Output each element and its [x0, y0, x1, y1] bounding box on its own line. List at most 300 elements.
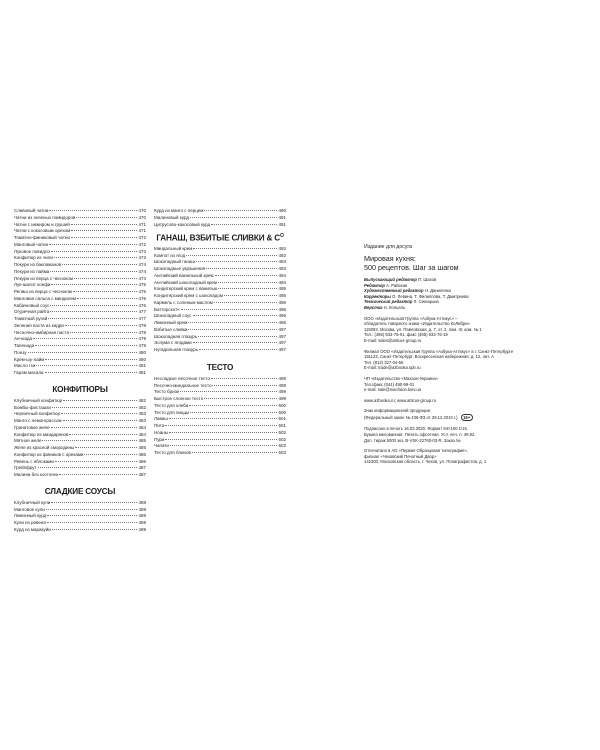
toc-entry-leader	[169, 432, 278, 433]
toc-entry-title: Конфитюр из мандаринов	[14, 431, 69, 437]
toc-entry	[154, 313, 286, 320]
toc-entry	[154, 347, 286, 354]
toc-entry-leader	[218, 282, 277, 283]
toc-entry-leader	[49, 210, 137, 211]
credit-role: Корректоры	[364, 293, 391, 299]
toc-entry	[14, 296, 146, 303]
toc-entry-page: 479	[138, 336, 146, 342]
credit-name: Н. Даниленко	[424, 288, 452, 294]
toc-entry-page: 470	[138, 214, 146, 220]
toc-entry-title: Ноаны	[154, 429, 168, 435]
ukraine-line: e-mail: sale@machaon.kiev.ua	[364, 387, 422, 393]
toc-entry-leader	[76, 217, 137, 218]
toc-entry	[14, 208, 146, 215]
toc-entry-page: 489	[138, 513, 146, 519]
toc-entry-leader	[42, 440, 137, 441]
toc-entry	[14, 452, 146, 459]
credit-name: П. Шахов	[418, 277, 437, 282]
toc-entry	[154, 266, 286, 273]
print-line: Подписано в печать 16.03.2020. Формат 84×100 1/16.	[364, 426, 468, 432]
toc-entry-page: 484	[138, 424, 146, 430]
toc-column-2	[154, 208, 286, 457]
toc-entry-page: 502	[278, 443, 286, 449]
toc-entry-page: 497	[278, 333, 286, 339]
print-details-block	[364, 426, 586, 443]
toc-entry-page: 489	[138, 526, 146, 532]
toc-entry	[154, 222, 286, 229]
toc-entry	[14, 370, 146, 377]
toc-entry-page: 498	[278, 375, 286, 381]
toc-entry-leader	[33, 338, 138, 339]
toc-entry	[14, 336, 146, 343]
publisher-block	[364, 316, 586, 344]
toc-entry-leader	[65, 325, 138, 326]
toc-entry-title: Тесто для хлеба	[154, 402, 189, 408]
toc-entry	[154, 410, 286, 417]
toc-entry-leader	[75, 447, 137, 448]
toc-entry-title: Эспума с ягодами	[154, 340, 192, 346]
toc-entry	[154, 340, 286, 347]
toc-entry-leader	[69, 434, 137, 435]
toc-entry-leader	[211, 224, 277, 225]
toc-entry-leader	[215, 275, 278, 276]
toc-entry-title: Пекури из перца с чесноком	[14, 275, 74, 281]
credits-block	[364, 277, 586, 311]
toc-entry-title: Пекури из баклажанов	[14, 262, 62, 267]
printer-line: 142300, Московская область, г. Чехов, ул. Полиграфистов, д. 1	[364, 459, 487, 465]
toc-entry-title: Конфитюр из фиников с орехами	[14, 451, 84, 457]
toc-entry-title: Понзу	[14, 349, 27, 355]
toc-group-confitures	[14, 398, 146, 479]
toc-entry	[154, 403, 286, 410]
toc-group-chutneys	[14, 208, 146, 377]
toc-entry	[14, 520, 146, 527]
toc-entry-leader	[51, 427, 138, 428]
toc-entry	[14, 330, 146, 337]
publisher-line: обладатель товарного знака «Издательство КоЛибри»	[364, 321, 470, 327]
toc-entry-page: 496	[278, 320, 286, 326]
toc-entry-page: 501	[278, 416, 286, 422]
toc-entry	[14, 309, 146, 316]
toc-entry	[154, 293, 286, 300]
toc-entry	[14, 513, 146, 520]
toc-entry	[14, 411, 146, 418]
toc-entry-page: 486	[138, 458, 146, 464]
toc-entry-page: 494	[278, 279, 286, 285]
toc-entry-title: Конфитюр из чили	[14, 255, 53, 261]
toc-entry-leader	[63, 420, 138, 421]
toc-entry-page: 490	[278, 208, 286, 213]
toc-entry-leader	[70, 332, 137, 333]
toc-entry-leader	[50, 311, 137, 312]
toc-entry-page: 500	[278, 402, 286, 408]
print-line: Бумага мелованная. Печать офсетная. Усл. печ. л. 49,92.	[364, 432, 476, 438]
publisher-line: Тел.: (495) 933-76-01, факс (495) 933-76-19	[364, 332, 448, 338]
toc-entry-leader	[204, 398, 277, 399]
toc-entry	[14, 432, 146, 439]
toc-entry	[154, 334, 286, 341]
toc-entry-page: 484	[138, 431, 146, 437]
section-title-ganache	[154, 233, 286, 243]
toc-entry-title: Крем-шу-лайм	[14, 356, 45, 362]
toc-entry-page: 497	[278, 347, 286, 353]
toc-entry-leader	[218, 288, 277, 289]
toc-entry-title: Лаваш	[154, 416, 168, 422]
toc-entry-page: 501	[278, 423, 286, 429]
toc-entry-title: Томатно-финиковый чатни	[14, 235, 70, 240]
credit-name: А. Райская	[386, 282, 408, 288]
toc-entry-title: Компот из ягод	[154, 252, 186, 258]
toc-entry-title: Чатни с кокосовым орехом	[14, 228, 71, 234]
toc-entry	[14, 235, 146, 242]
toc-entry	[14, 303, 146, 310]
toc-entry	[14, 262, 146, 269]
toc-entry-leader	[77, 298, 137, 299]
toc-entry-page: 492	[278, 252, 286, 258]
toc-entry-leader	[165, 439, 277, 440]
toc-entry-page: 478	[138, 329, 146, 335]
toc-entry-title: Курд из манго с перцем	[154, 208, 204, 213]
toc-entry-page: 471	[138, 228, 146, 234]
toc-entry-page: 478	[138, 322, 146, 328]
toc-entry-page: 476	[138, 295, 146, 301]
toc-entry-page: 482	[138, 404, 146, 410]
toc-entry-title: Релиш из перца с чесноком	[14, 289, 72, 294]
toc-entry-title: Несладкое песочное тесто	[154, 375, 211, 381]
credit-role: Художественный редактор	[364, 288, 424, 294]
toc-entry	[154, 383, 286, 390]
ukraine-line: ЧП «Издательство «Махаон-Украина»	[364, 375, 439, 381]
toc-entry-title: Песочно-миндальное тесто	[154, 382, 212, 388]
toc-entry-title: Шоколадный соус	[154, 313, 192, 319]
toc-entry-title: Чапати	[154, 443, 169, 449]
toc-entry-leader	[190, 217, 277, 218]
toc-entry	[14, 282, 146, 289]
toc-entry-title: Тесто для пиццы	[154, 409, 190, 415]
toc-entry-page: 473	[138, 255, 146, 261]
age-rating-badge: 16+	[461, 414, 473, 422]
toc-entry-title: Кули из ревеня	[14, 520, 46, 525]
toc-entry	[14, 438, 146, 445]
toc-entry-leader	[170, 445, 278, 446]
toc-entry-title: Клубничный конфитюр	[14, 397, 63, 403]
toc-entry-page: 472	[138, 241, 146, 247]
toc-entry-page: 483	[138, 411, 146, 417]
toc-entry	[14, 242, 146, 249]
toc-entry	[14, 357, 146, 364]
publisher-line: 115093, Москва, ул. Павловская, д. 7, эт. 2, пом. III, ком. № 1	[364, 326, 482, 332]
toc-entry-page: 498	[278, 382, 286, 388]
info-sign-block	[364, 408, 586, 421]
toc-entry-leader	[61, 413, 137, 414]
print-line: Доп. тираж 5000 экз. В-VSK-22760-03-R. Заказ №	[364, 437, 461, 443]
toc-entry	[154, 280, 286, 287]
toc-entry-page: 485	[138, 445, 146, 450]
toc-entry	[154, 215, 286, 222]
toc-entry-leader	[193, 248, 277, 249]
toc-entry-page: 477	[138, 316, 146, 321]
toc-entry	[14, 500, 146, 507]
toc-entry	[14, 418, 146, 425]
imprint-column	[364, 208, 586, 465]
toc-entry-leader	[196, 261, 278, 262]
toc-entry-page: 487	[138, 465, 146, 471]
toc-entry-title: Чатни из зеленых помидоров	[14, 214, 76, 220]
section-title-ganache-sup: О	[279, 233, 284, 240]
section-title-ganache-text: ГАНАШ, ВЗБИТЫЕ СЛИВКИ & С	[156, 233, 280, 243]
toc-entry-leader	[36, 365, 137, 366]
toc-entry-leader	[54, 257, 138, 258]
toc-entry-title: Луковое повидло	[14, 248, 51, 254]
toc-entry-page: 474	[138, 268, 146, 274]
toc-entry-page: 487	[138, 472, 146, 477]
toc-group-curds	[154, 208, 286, 228]
credit-name: О. Левина, Т. Филиппова, Т. Дмитриева	[392, 293, 469, 299]
toc-entry-leader	[73, 291, 138, 292]
toc-entry-leader	[192, 452, 278, 453]
toc-entry-leader	[190, 412, 277, 413]
toc-entry-page: 502	[278, 429, 286, 435]
toc-entry-page: 492	[278, 245, 286, 251]
toc-entry-title: Тесто бризе	[154, 389, 180, 395]
toc-group-dough	[154, 376, 286, 457]
printer-line: Отпечатано в АО «Первая Образцовая типография»,	[364, 448, 468, 454]
toc-entry-leader	[59, 474, 138, 475]
spb-line: 191123, Санкт-Петербург, Воскресенская набережная, д. 12, лит. А	[364, 354, 494, 360]
toc-entry-title: Шоколадная глазурь	[154, 333, 198, 339]
toc-entry-leader	[55, 461, 138, 462]
book-title	[364, 254, 586, 272]
toc-entry-leader	[212, 385, 277, 386]
toc-entry-leader	[214, 302, 278, 303]
toc-entry-title: Быстрое слоеное тесто	[154, 396, 204, 402]
toc-entry	[14, 316, 146, 323]
toc-column-1	[14, 208, 146, 534]
toc-entry-page: 475	[138, 289, 146, 294]
toc-entry-title: Тесто для блинов	[154, 450, 191, 456]
toc-entry-page: 485	[138, 438, 146, 444]
toc-entry-page: 479	[138, 343, 146, 348]
toc-entry-page: 481	[138, 363, 146, 369]
toc-entry-page: 481	[138, 370, 146, 375]
websites: www.azbooka.ru; www.atticus-group.ru	[364, 397, 437, 403]
toc-entry-leader	[46, 509, 138, 510]
toc-entry-page: 480	[138, 356, 146, 362]
toc-entry-page: 488	[138, 506, 146, 512]
toc-entry-leader	[47, 515, 137, 516]
toc-entry-title: Манговое кули	[14, 506, 45, 512]
toc-entry-page: 471	[138, 221, 146, 227]
toc-entry-page: 493	[278, 266, 286, 272]
toc-entry-page: 493	[278, 259, 286, 265]
toc-entry-title: Чатни с инжиром и грушей	[14, 221, 70, 227]
section-title-sweet-sauces: СЛАДКИЕ СОУСЫ	[44, 486, 116, 496]
toc-entry-leader	[28, 352, 138, 353]
printer-block	[364, 448, 586, 465]
toc-entry-leader	[84, 454, 137, 455]
toc-entry-leader	[206, 268, 277, 269]
toc-entry	[14, 465, 146, 472]
toc-entry-page: 495	[278, 293, 286, 299]
toc-entry	[154, 416, 286, 423]
credit-name: Л. Синицына	[413, 299, 439, 305]
credit-role: Технический редактор	[364, 299, 413, 305]
toc-entry-title: Пури	[154, 436, 165, 442]
printer-line: филиал «Чеховский Печатный Двор»	[364, 453, 437, 459]
toc-entry-title: Лимонный крем	[154, 320, 188, 326]
toc-entry-title: Цитрусово-кокосовый курд	[154, 221, 211, 227]
edition-type: Издание для досуга	[364, 244, 413, 250]
credit-name: Н. Кольяль	[383, 304, 406, 310]
toc-entry-leader	[211, 378, 277, 379]
toc-entry-leader	[71, 224, 138, 225]
toc-entry-title: Курд из маракуйи	[14, 526, 51, 532]
toc-entry-leader	[193, 315, 278, 316]
toc-entry-leader	[169, 418, 278, 419]
toc-entry	[154, 259, 286, 266]
toc-entry-leader	[74, 278, 137, 279]
toc-entry	[154, 246, 286, 253]
toc-entry	[154, 423, 286, 430]
toc-entry	[14, 459, 146, 466]
toc-entry-leader	[180, 391, 277, 392]
toc-entry-page: 483	[138, 418, 146, 423]
toc-entry-title: Чесночно-имбирная паста	[14, 329, 69, 335]
toc-entry	[154, 450, 286, 457]
toc-entry	[14, 472, 146, 479]
toc-entry-title: Миндальный крем	[154, 245, 193, 251]
toc-entry-title: Гарам масала	[14, 370, 44, 375]
toc-entry-page: 474	[138, 275, 146, 281]
toc-group-sweet-sauces	[14, 500, 146, 534]
toc-entry-title: Взбитые сливки	[154, 326, 188, 332]
toc-entry-leader	[63, 400, 137, 401]
ukraine-line: Тел./факс (044) 490-99-01	[364, 381, 415, 387]
toc-entry	[14, 363, 146, 370]
toc-entry	[154, 300, 286, 307]
toc-entry-title: Клубничный кули	[14, 499, 51, 505]
toc-entry-page: 470	[138, 208, 146, 213]
toc-entry-title: Английский шоколадный крем	[154, 279, 218, 285]
toc-entry	[14, 269, 146, 276]
toc-entry-title: Ревень с яблоками	[14, 458, 54, 464]
credit-role: Верстка	[364, 304, 383, 310]
toc-entry-title: Гранатовое желе	[14, 424, 50, 430]
toc-entry-title: Кондитерский крем с ванилью	[154, 286, 218, 292]
toc-entry-title: Манго с лемонграссом	[14, 418, 62, 423]
toc-entry-page: 477	[138, 309, 146, 315]
toc-entry-page: 496	[278, 299, 286, 305]
toc-entry-leader	[35, 345, 137, 346]
spb-line: Филиал ООО «Издательская Группа «Азбука-Аттикус» в г. Санкт-Петербурге	[364, 348, 514, 354]
toc-entry-leader	[52, 529, 138, 530]
toc-entry-leader	[51, 251, 137, 252]
toc-entry-title: Английский ванильный крем	[154, 272, 214, 278]
toc-entry-leader	[71, 237, 138, 238]
toc-entry-leader	[193, 342, 278, 343]
info-sign-line-2	[364, 414, 586, 422]
toc-entry	[14, 445, 146, 452]
publisher-line: E-mail: sales@atticus-group.ru	[364, 337, 422, 343]
toc-entry-title: Мятное желе	[14, 438, 42, 444]
toc-entry	[154, 273, 286, 280]
toc-entry-leader	[165, 425, 277, 426]
toc-entry-page: 496	[278, 313, 286, 319]
toc-entry	[14, 249, 146, 256]
section-title-dough: ТЕСТО	[206, 362, 234, 372]
toc-entry-title: Черничный конфитюр	[14, 411, 60, 417]
toc-entry-page: 491	[278, 221, 286, 227]
toc-entry-leader	[45, 372, 138, 373]
toc-entry	[14, 398, 146, 405]
toc-entry-page: 494	[278, 272, 286, 278]
toc-entry	[14, 276, 146, 283]
publisher-line: ООО «Издательская Группа «Азбука-Аттикус» –	[364, 315, 458, 321]
toc-entry-leader	[49, 244, 137, 245]
toc-entry-leader	[51, 502, 137, 503]
toc-entry-title: Томатный ругай	[14, 316, 48, 321]
toc-entry-title: Масло гхи	[14, 363, 36, 369]
toc-entry-title: Пита	[154, 423, 165, 429]
toc-entry	[154, 443, 286, 450]
ukraine-block	[364, 376, 586, 393]
toc-entry-title: Огуречная райта	[14, 309, 50, 315]
toc-entry	[14, 228, 146, 235]
toc-entry-leader	[71, 230, 137, 231]
toc-entry-leader	[51, 284, 137, 285]
toc-entry	[14, 425, 146, 432]
toc-entry	[14, 222, 146, 229]
toc-entry-page: 480	[138, 349, 146, 355]
toc-entry	[154, 208, 286, 215]
toc-entry-page: 497	[278, 340, 286, 346]
toc-entry	[154, 389, 286, 396]
toc-entry-title: Шоколадный ганаш	[154, 259, 195, 265]
toc-entry-title: Лимонный курд	[14, 513, 47, 519]
spb-branch-block	[364, 349, 586, 371]
toc-entry-title: Малина без косточек	[14, 472, 58, 477]
toc-entry-leader	[199, 349, 277, 350]
toc-entry	[14, 507, 146, 514]
toc-entry-page: 472	[138, 235, 146, 240]
toc-group-ganache	[154, 246, 286, 354]
toc-entry-page: 486	[138, 451, 146, 457]
toc-entry-leader	[50, 271, 137, 272]
toc-entry	[154, 396, 286, 403]
toc-entry-page: 496	[278, 306, 286, 312]
toc-entry	[14, 405, 146, 412]
toc-entry	[154, 286, 286, 293]
toc-entry-page: 500	[278, 409, 286, 415]
toc-entry-title: Манговая сальса с миндалем	[14, 295, 77, 301]
toc-entry-page: 491	[278, 214, 286, 220]
book-title-line-2: 500 рецептов. Шаг за шагом	[364, 263, 459, 272]
info-sign-line-1: Знак информационной продукции	[364, 408, 430, 414]
toc-entry-page: 488	[138, 499, 146, 505]
toc-entry-leader	[188, 322, 277, 323]
toc-entry-page: 473	[138, 248, 146, 254]
credit-role: Редактор	[364, 282, 385, 288]
toc-entry-title: Желе из красной смородины	[14, 445, 75, 450]
toc-entry-leader	[48, 318, 137, 319]
toc-entry-leader	[47, 522, 138, 523]
toc-entry-page: 499	[278, 389, 286, 395]
toc-entry-title: Манговый чатни	[14, 241, 49, 247]
toc-entry-leader	[198, 336, 277, 337]
spb-line: E-mail: trade@azbooka.spb.ru	[364, 365, 421, 371]
toc-entry-page: 489	[138, 520, 146, 525]
toc-entry-page: 476	[138, 302, 146, 308]
